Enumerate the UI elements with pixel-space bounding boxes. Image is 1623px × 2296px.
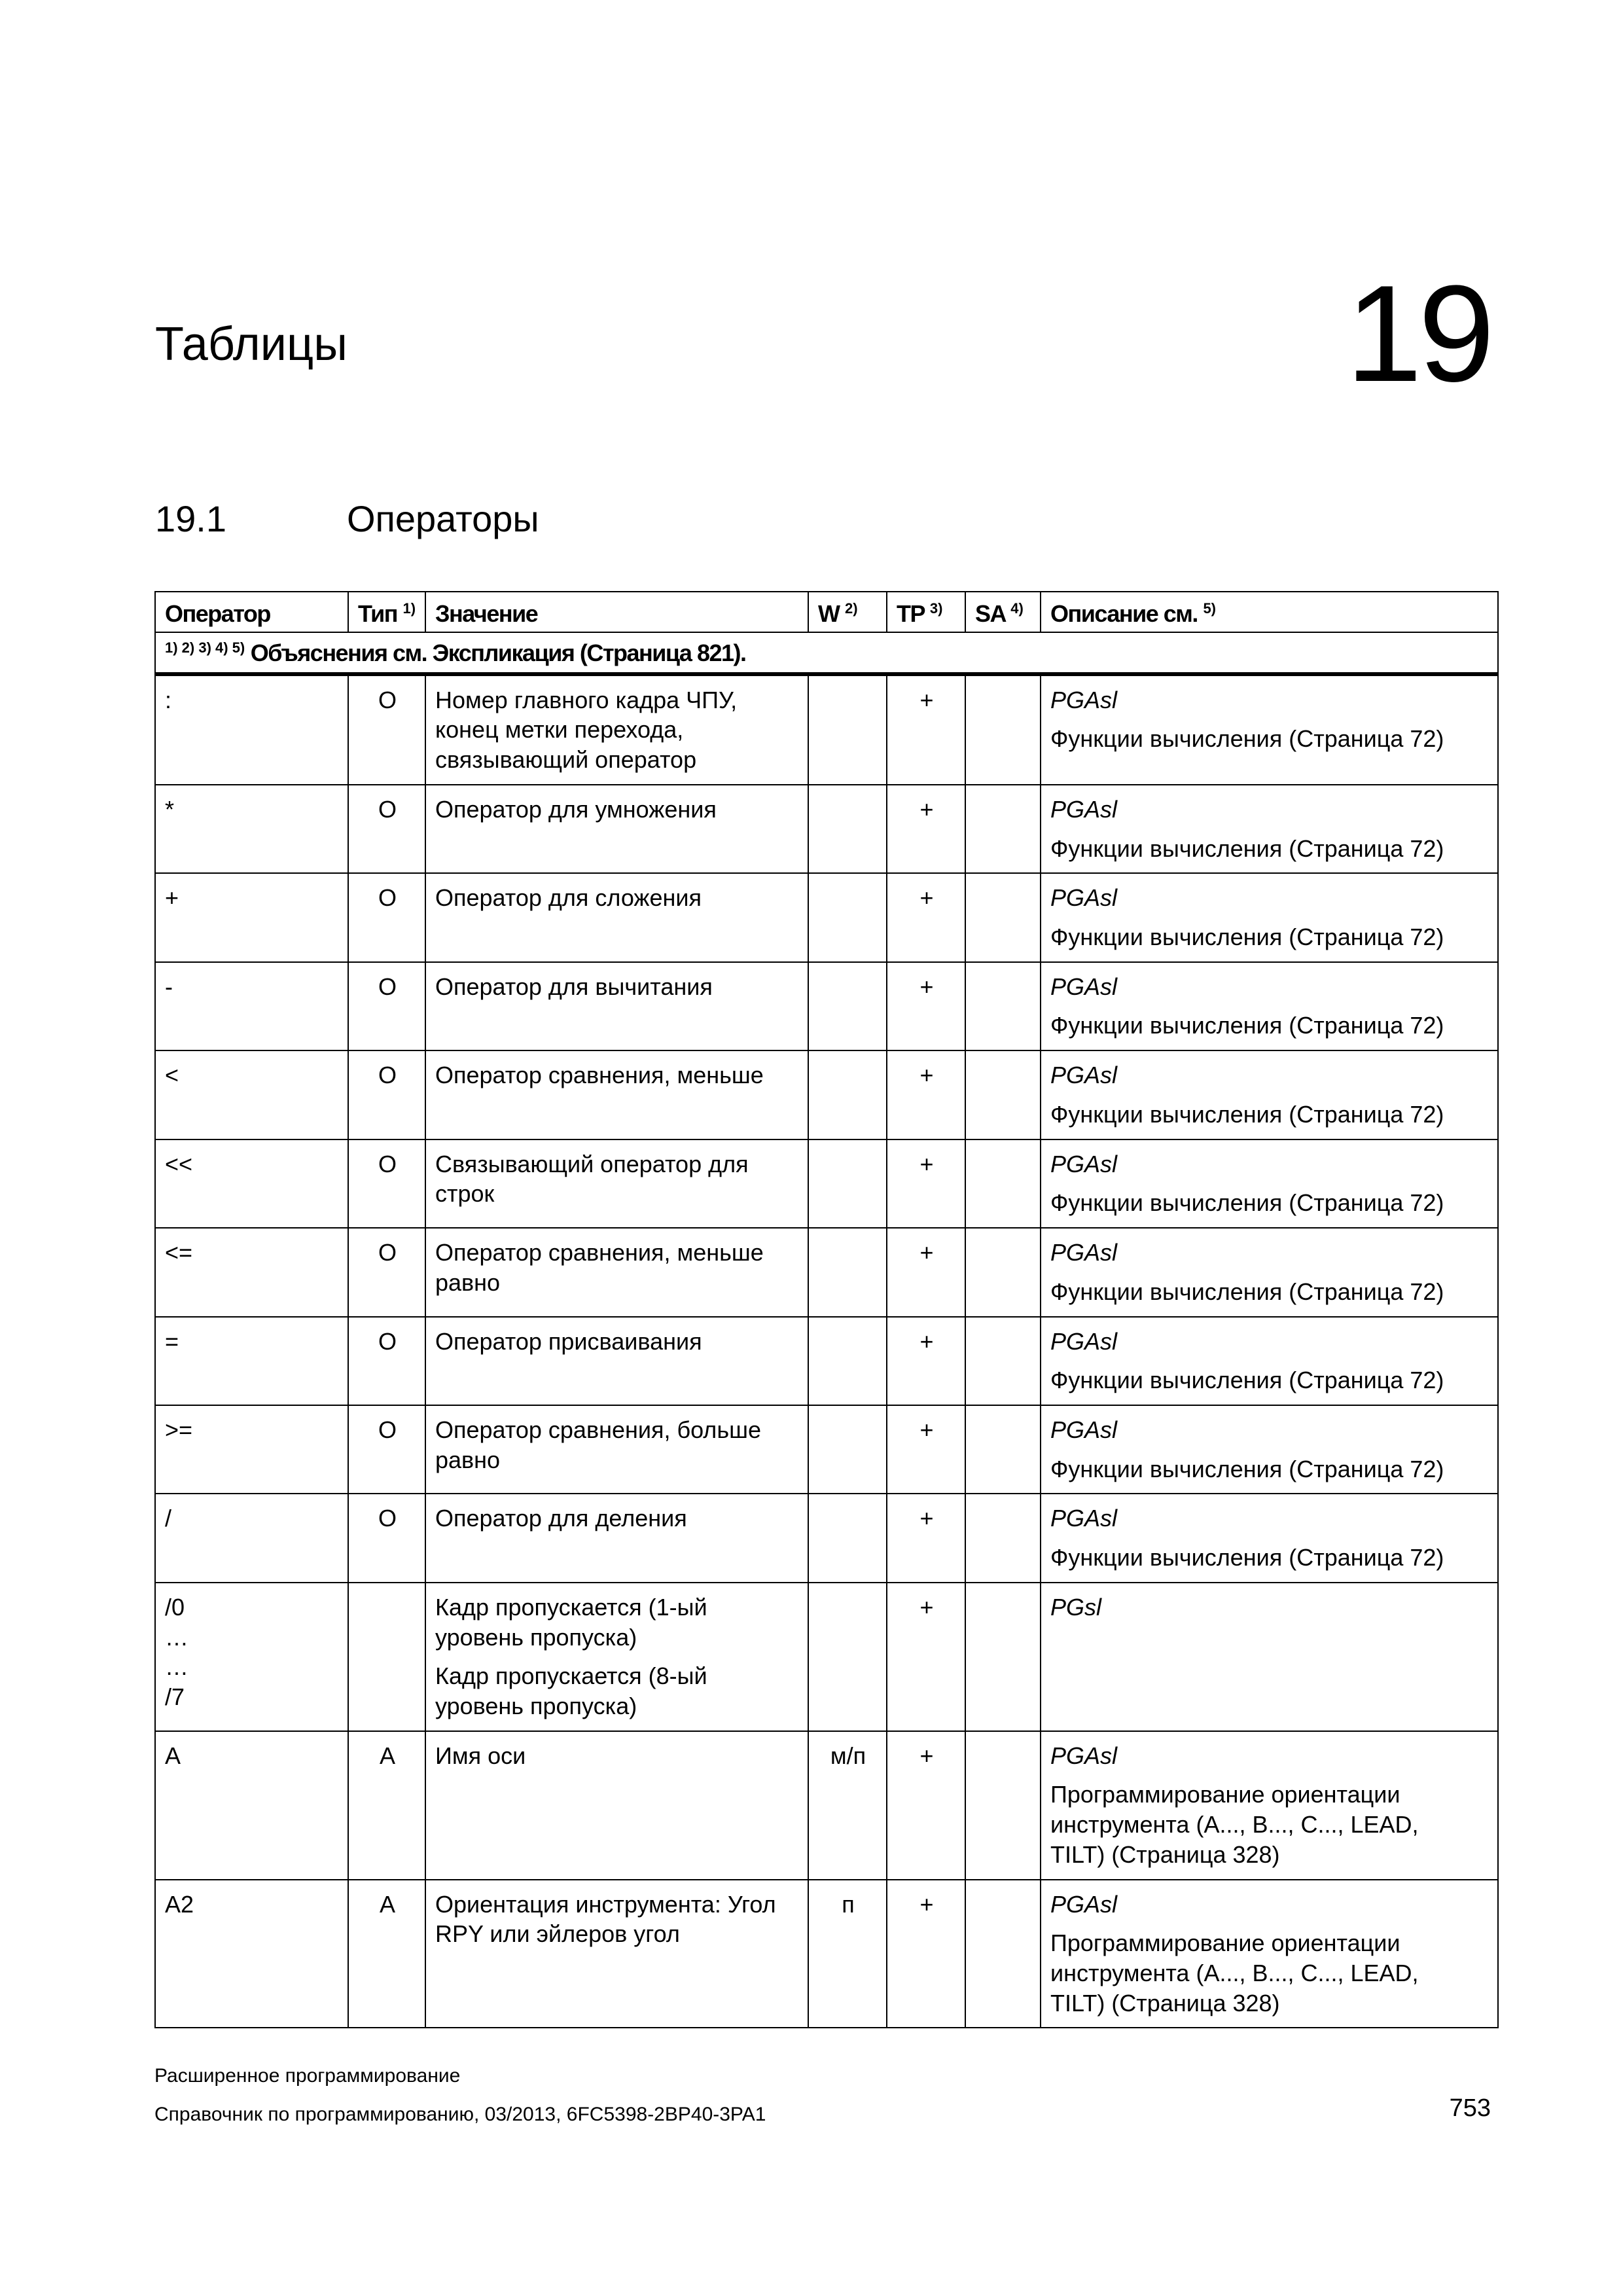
w-cell <box>808 674 887 785</box>
meaning-cell: Оператор для деления <box>425 1494 808 1582</box>
description-link[interactable]: TILT) (Страница 328) <box>1050 1840 1280 1868</box>
description-link[interactable]: инструмента (A..., B..., C..., LEAD, <box>1050 1811 1419 1839</box>
description-code: PGAsl <box>1050 1416 1118 1443</box>
w-cell <box>808 1405 887 1494</box>
tp-cell: + <box>887 1731 965 1880</box>
header-sa: SA $^{4)}$ <box>965 592 1041 632</box>
header-meaning: Значение <box>425 592 808 632</box>
operators-table <box>154 591 1499 2028</box>
table-row <box>155 873 1498 961</box>
header-description: Описание см. $^{5)}$ <box>1041 592 1498 632</box>
sa-cell <box>965 785 1041 873</box>
description-link[interactable]: Функции вычисления (Страница 72) <box>1050 1455 1444 1482</box>
tp-cell: + <box>887 674 965 785</box>
meaning-cell: Ориентация инструмента: Угол RPY или эйлеров угол <box>425 1880 808 2028</box>
operator-cell: < <box>155 1050 348 1139</box>
description-cell <box>1041 1317 1498 1405</box>
section-title: Операторы <box>347 498 539 539</box>
sa-cell <box>965 1139 1041 1228</box>
header-tp: TP $^{3)}$ <box>887 592 965 632</box>
w-cell <box>808 1050 887 1139</box>
tp-cell: + <box>887 1228 965 1316</box>
operator-cell: << <box>155 1139 348 1228</box>
table-row <box>155 1050 1498 1139</box>
sa-cell <box>965 962 1041 1050</box>
meaning-cell: Оператор присваивания <box>425 1317 808 1405</box>
w-cell <box>808 1494 887 1582</box>
type-cell: A <box>348 1880 425 2028</box>
table-note-row <box>155 632 1498 674</box>
description-link[interactable]: Программирование ориентации <box>1050 1929 1400 1957</box>
w-cell: п <box>808 1880 887 2028</box>
description-code: PGAsl <box>1050 1327 1118 1355</box>
operator-cell: A2 <box>155 1880 348 2028</box>
description-code: PGAsl <box>1050 1150 1118 1177</box>
table-row <box>155 1583 1498 1731</box>
footer-doc-info: Справочник по программированию, 03/2013, 6FC5398-2BP40-3PA1 <box>154 2104 766 2125</box>
description-code: PGAsl <box>1050 686 1118 713</box>
tp-cell: + <box>887 1405 965 1494</box>
w-cell <box>808 1139 887 1228</box>
type-cell: O <box>348 1139 425 1228</box>
meaning-cell: Оператор сравнения, меньше равно <box>425 1228 808 1316</box>
description-cell <box>1041 1405 1498 1494</box>
sa-cell <box>965 1050 1041 1139</box>
w-cell <box>808 962 887 1050</box>
sa-cell <box>965 674 1041 785</box>
description-cell <box>1041 1494 1498 1582</box>
header-operator: Оператор <box>155 592 348 632</box>
operator-cell: / <box>155 1494 348 1582</box>
tp-cell: + <box>887 1050 965 1139</box>
chapter-number: 19 <box>1346 257 1491 410</box>
sa-cell <box>965 1317 1041 1405</box>
type-cell: O <box>348 1405 425 1494</box>
meaning-cell: Оператор для вычитания <box>425 962 808 1050</box>
operator-cell: - <box>155 962 348 1050</box>
description-code: PGAsl <box>1050 973 1118 1000</box>
note-text: Объяснения см. Экспликация (Страница 821). <box>250 639 746 666</box>
description-cell <box>1041 1228 1498 1316</box>
description-code: PGsl <box>1050 1593 1102 1621</box>
description-cell <box>1041 1880 1498 2028</box>
note-refs: 1) 2) 3) 4) 5) <box>165 639 245 656</box>
meaning-cell: Связывающий оператор для строк <box>425 1139 808 1228</box>
operator-cell: /0 … … /7 <box>155 1583 348 1731</box>
section-number: 19.1 <box>155 498 226 539</box>
header-type: Тип $^{1)}$ <box>348 592 425 632</box>
operator-cell: A <box>155 1731 348 1880</box>
type-cell: O <box>348 674 425 785</box>
description-link[interactable]: Функции вычисления (Страница 72) <box>1050 1100 1444 1128</box>
tp-cell: + <box>887 1317 965 1405</box>
operator-cell: <= <box>155 1228 348 1316</box>
table-row <box>155 1228 1498 1316</box>
description-cell <box>1041 785 1498 873</box>
w-cell <box>808 1583 887 1731</box>
operator-cell: + <box>155 873 348 961</box>
type-cell <box>348 1583 425 1731</box>
meaning-cell: Кадр пропускается (1-ый уровень пропуска) Кадр пропускается (8-ый уровень пропуска) <box>425 1583 808 1731</box>
w-cell <box>808 1228 887 1316</box>
type-cell: A <box>348 1731 425 1880</box>
description-cell <box>1041 1731 1498 1880</box>
operator-cell: * <box>155 785 348 873</box>
table-row <box>155 1405 1498 1494</box>
type-cell: O <box>348 962 425 1050</box>
description-cell <box>1041 1050 1498 1139</box>
description-code: PGAsl <box>1050 1062 1118 1089</box>
description-code: PGAsl <box>1050 1239 1118 1266</box>
description-link[interactable]: Функции вычисления (Страница 72) <box>1050 1544 1444 1571</box>
description-link[interactable]: Программирование ориентации <box>1050 1781 1400 1808</box>
header-w: W $^{2)}$ <box>808 592 887 632</box>
tp-cell: + <box>887 1494 965 1582</box>
description-link[interactable]: Функции вычисления (Страница 72) <box>1050 1278 1444 1305</box>
table-row <box>155 1317 1498 1405</box>
description-code: PGAsl <box>1050 1890 1118 1918</box>
description-cell <box>1041 1583 1498 1731</box>
description-code: PGAsl <box>1050 884 1118 912</box>
meaning-cell: Оператор сравнения, больше равно <box>425 1405 808 1494</box>
tp-cell: + <box>887 785 965 873</box>
description-code: PGAsl <box>1050 795 1118 823</box>
type-cell: O <box>348 873 425 961</box>
sa-cell <box>965 1583 1041 1731</box>
table-row <box>155 785 1498 873</box>
type-cell: O <box>348 1050 425 1139</box>
description-cell <box>1041 1139 1498 1228</box>
w-cell <box>808 1317 887 1405</box>
meaning-cell: Имя оси <box>425 1731 808 1880</box>
description-link[interactable]: Функции вычисления (Страница 72) <box>1050 834 1444 862</box>
tp-cell: + <box>887 873 965 961</box>
meaning-cell: Номер главного кадра ЧПУ, конец метки перехода, связывающий оператор <box>425 674 808 785</box>
type-cell: O <box>348 1228 425 1316</box>
sa-cell <box>965 1880 1041 2028</box>
description-link[interactable]: Функции вычисления (Страница 72) <box>1050 1189 1444 1217</box>
w-cell: м/п <box>808 1731 887 1880</box>
description-cell <box>1041 674 1498 785</box>
sa-cell <box>965 1405 1041 1494</box>
description-link[interactable]: инструмента (A..., B..., C..., LEAD, <box>1050 1960 1419 1986</box>
description-link[interactable]: Функции вычисления (Страница 72) <box>1050 1012 1444 1039</box>
meaning-cell: Оператор для умножения <box>425 785 808 873</box>
description-link[interactable]: Функции вычисления (Страница 72) <box>1050 1367 1444 1394</box>
description-cell <box>1041 873 1498 961</box>
table-row <box>155 1880 1498 2028</box>
chapter-title: Таблицы <box>155 318 348 370</box>
tp-cell: + <box>887 1583 965 1731</box>
table-row <box>155 1494 1498 1582</box>
tp-cell: + <box>887 1880 965 2028</box>
description-link[interactable]: Функции вычисления (Страница 72) <box>1050 924 1444 951</box>
w-cell <box>808 873 887 961</box>
operator-cell: >= <box>155 1405 348 1494</box>
sa-cell <box>965 1731 1041 1880</box>
table-header-row <box>155 592 1498 632</box>
table-row <box>155 1731 1498 1880</box>
type-cell: O <box>348 785 425 873</box>
w-cell <box>808 785 887 873</box>
description-code: PGAsl <box>1050 1505 1118 1532</box>
sa-cell <box>965 873 1041 961</box>
tp-cell: + <box>887 1139 965 1228</box>
tp-cell: + <box>887 962 965 1050</box>
description-link[interactable]: Функции вычисления (Страница 72) <box>1050 725 1444 753</box>
footer-book-title: Расширенное программирование <box>154 2065 461 2087</box>
type-cell: O <box>348 1494 425 1582</box>
description-link[interactable]: TILT) (Страница 328) <box>1050 1989 1280 2017</box>
description-code: PGAsl <box>1050 1742 1118 1769</box>
table-row <box>155 1139 1498 1228</box>
table-row <box>155 674 1498 785</box>
sa-cell <box>965 1228 1041 1316</box>
meaning-cell: Оператор сравнения, меньше <box>425 1050 808 1139</box>
sa-cell <box>965 1494 1041 1582</box>
description-cell <box>1041 962 1498 1050</box>
page-number: 753 <box>1449 2094 1491 2122</box>
operator-cell: = <box>155 1317 348 1405</box>
type-cell: O <box>348 1317 425 1405</box>
operator-cell: : <box>155 674 348 785</box>
table-row <box>155 962 1498 1050</box>
table-body <box>155 674 1498 2028</box>
table-note <box>155 632 1498 674</box>
meaning-cell: Оператор для сложения <box>425 873 808 961</box>
